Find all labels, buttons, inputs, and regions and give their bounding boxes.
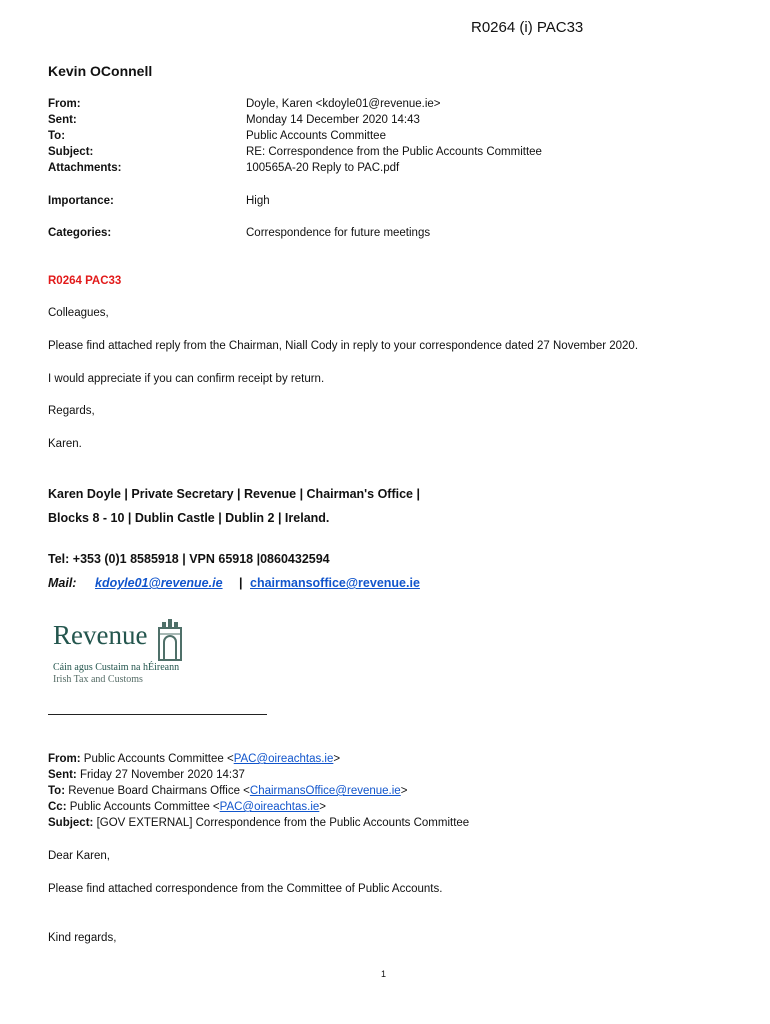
- forwarded-greeting: Dear Karen,: [48, 850, 111, 862]
- forwarded-sent-label: Sent:: [48, 769, 77, 781]
- forwarded-to-line: [48, 785, 407, 797]
- body-sender-name: Karen.: [48, 438, 82, 450]
- forwarded-from-text: Public Accounts Committee <: [83, 753, 234, 765]
- forwarded-subject-label: Subject:: [48, 817, 94, 829]
- sent-value: Monday 14 December 2020 14:43: [246, 114, 420, 126]
- body-greeting: Colleagues,: [48, 307, 109, 319]
- signature-line-1: Karen Doyle | Private Secretary | Revenue | Chairman's Office |: [48, 487, 420, 501]
- forwarded-subject-value: [GOV EXTERNAL] Correspondence from the Public Accounts Committee: [96, 817, 470, 829]
- forwarded-paragraph-1: Please find attached correspondence from the Committee of Public Accounts.: [48, 883, 443, 895]
- pac-cc-email-link[interactable]: PAC@oireachtas.ie: [219, 801, 320, 813]
- signature-telephone: Tel: +353 (0)1 8585918 | VPN 65918 |0860432594: [48, 552, 330, 566]
- subject-label: Subject:: [48, 146, 94, 158]
- signature-email-link[interactable]: kdoyle01@revenue.ie: [95, 576, 223, 590]
- dublin-castle-arch-icon: [156, 618, 184, 662]
- body-regards: Regards,: [48, 405, 95, 417]
- body-paragraph-2: I would appreciate if you can confirm receipt by return.: [48, 373, 325, 385]
- forwarded-to-label: To:: [48, 785, 66, 797]
- body-paragraph-1: Please find attached reply from the Chairman, Niall Cody in reply to your correspondence dated 27 November 2020.: [48, 340, 639, 352]
- forwarded-subject-line: [48, 817, 469, 829]
- revenue-logo: [48, 618, 208, 688]
- pac-email-link[interactable]: PAC@oireachtas.ie: [233, 753, 334, 765]
- forwarded-to-end: >: [400, 785, 408, 797]
- signature-line-2: Blocks 8 - 10 | Dublin Castle | Dublin 2 | Ireland.: [48, 511, 330, 525]
- attachment-file[interactable]: 100565A-20 Reply to PAC.pdf: [246, 162, 400, 174]
- chairmans-office-link[interactable]: ChairmansOffice@revenue.ie: [249, 785, 401, 797]
- importance-label: Importance:: [48, 195, 114, 207]
- body-reference-tag: R0264 PAC33: [48, 275, 122, 287]
- forwarded-from-line: [48, 753, 340, 765]
- from-value: Doyle, Karen <kdoyle01@revenue.ie>: [246, 98, 441, 110]
- forwarded-cc-end: >: [319, 801, 327, 813]
- signature-mail-label: Mail:: [48, 576, 77, 590]
- logo-english-tagline: Irish Tax and Customs: [53, 674, 143, 685]
- to-label: To:: [48, 130, 66, 142]
- forwarded-cc-line: [48, 801, 326, 813]
- mailbox-owner-name: Kevin OConnell: [48, 63, 153, 79]
- forwarded-closing: Kind regards,: [48, 932, 117, 944]
- page-number: 1: [381, 969, 387, 979]
- forwarded-from-end: >: [333, 753, 341, 765]
- forwarded-cc-label: Cc:: [48, 801, 67, 813]
- attachments-label: Attachments:: [48, 162, 122, 174]
- forwarded-to-text: Revenue Board Chairmans Office <: [68, 785, 250, 797]
- categories-label: Categories:: [48, 227, 112, 239]
- forwarded-from-label: From:: [48, 753, 81, 765]
- logo-irish-tagline: Cáin agus Custaim na hÉireann: [53, 662, 180, 673]
- from-label: From:: [48, 98, 81, 110]
- signature-mail-separator: |: [239, 576, 243, 590]
- forwarded-cc-text: Public Accounts Committee <: [69, 801, 220, 813]
- categories-value: Correspondence for future meetings: [246, 227, 431, 239]
- logo-wordmark: Revenue: [53, 620, 148, 650]
- document-reference: R0264 (i) PAC33: [471, 19, 584, 36]
- chairmans-office-email-link[interactable]: chairmansoffice@revenue.ie: [250, 576, 420, 590]
- forwarded-sent-value: Friday 27 November 2020 14:37: [79, 769, 245, 781]
- subject-value: RE: Correspondence from the Public Accounts Committee: [246, 146, 542, 158]
- to-value: Public Accounts Committee: [246, 130, 386, 142]
- sent-label: Sent:: [48, 114, 77, 126]
- importance-value: High: [246, 195, 270, 207]
- separator-line: [48, 714, 267, 715]
- forwarded-sent-line: [48, 769, 245, 781]
